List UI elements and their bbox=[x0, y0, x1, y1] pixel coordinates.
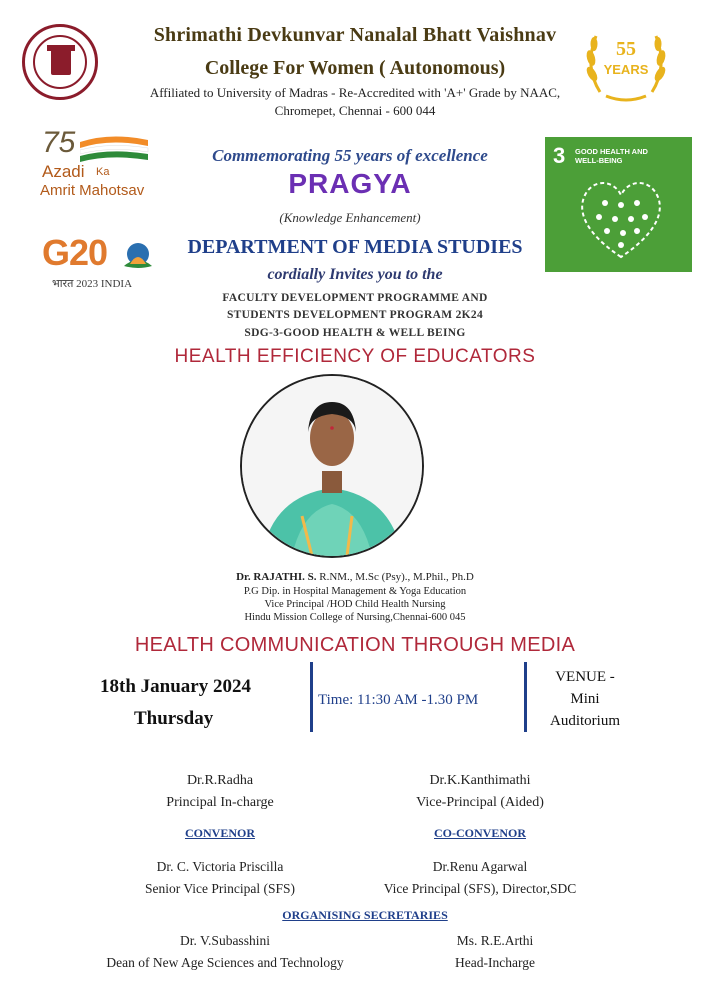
talk-topic: HEALTH COMMUNICATION THROUGH MEDIA bbox=[134, 634, 576, 656]
college-logo bbox=[22, 24, 98, 100]
vice-principal-block bbox=[380, 770, 580, 814]
badge-number: 55 bbox=[616, 38, 636, 60]
amrit-mahotsav-text: Amrit Mahotsav bbox=[40, 182, 145, 199]
convenor-role: Senior Vice Principal (SFS) bbox=[144, 881, 296, 896]
fdp-line: FACULTY DEVELOPMENT PROGRAMME AND bbox=[222, 292, 488, 304]
vice-principal-role: Vice-Principal (Aided) bbox=[416, 795, 544, 810]
speaker-name: Dr. RAJATHI. S. bbox=[236, 571, 317, 583]
divider bbox=[310, 662, 313, 732]
sdg-number: 3 bbox=[553, 143, 566, 168]
event-day: Thursday bbox=[134, 708, 214, 729]
anniversary-badge bbox=[580, 22, 672, 104]
speaker-position: Vice Principal /HOD Child Health Nursing bbox=[264, 599, 446, 610]
affiliation-text: Affiliated to University of Madras - Re-Accredited with 'A+' Grade by NAAC, bbox=[149, 85, 561, 100]
event-name: PRAGYA bbox=[288, 168, 412, 199]
speaker-institution: Hindu Mission College of Nursing,Chennai-600 045 bbox=[244, 612, 466, 623]
venue-line1: Mini bbox=[570, 691, 600, 707]
sdg-title: GOOD HEALTH AND WELL-BEING bbox=[575, 147, 648, 165]
divider bbox=[524, 662, 527, 732]
sdp-line: STUDENTS DEVELOPMENT PROGRAM 2K24 bbox=[226, 309, 483, 321]
venue-line2: Auditorium bbox=[550, 713, 620, 729]
co-convenor-label: CO-CONVENOR bbox=[434, 826, 526, 840]
college-address: Chromepet, Chennai - 600 044 bbox=[274, 103, 436, 118]
badge-years: YEARS bbox=[603, 62, 649, 77]
g20-subtitle: भारत 2023 INDIA bbox=[52, 278, 133, 290]
principal-role: Principal In-charge bbox=[166, 795, 274, 810]
college-name-line2: College For Women ( Autonomous) bbox=[204, 57, 506, 79]
speaker-name-line bbox=[160, 571, 550, 583]
secretary-2-role: Head-Incharge bbox=[455, 955, 535, 970]
speaker-diploma: P.G Dip. in Hospital Management & Yoga Education bbox=[243, 586, 467, 597]
vice-principal-name: Dr.K.Kanthimathi bbox=[429, 773, 531, 788]
event-time: Time: 11:30 AM -1.30 PM bbox=[318, 692, 479, 708]
azadi-75: 75 bbox=[42, 126, 76, 159]
venue-block bbox=[530, 666, 640, 732]
convenor-name: Dr. C. Victoria Priscilla bbox=[156, 859, 284, 874]
secretary-2-block bbox=[400, 930, 590, 974]
speaker-photo bbox=[240, 374, 424, 558]
sdg-line: SDG-3-GOOD HEALTH & WELL BEING bbox=[244, 327, 466, 339]
secretary-1-block bbox=[60, 930, 390, 974]
co-convenor-name: Dr.Renu Agarwal bbox=[432, 859, 528, 874]
co-convenor-block bbox=[355, 856, 605, 900]
azadi-ka: Ka bbox=[96, 166, 110, 178]
organising-secretaries-label: ORGANISING SECRETARIES bbox=[282, 908, 448, 922]
commemorating-text: Commemorating 55 years of excellence bbox=[212, 146, 488, 165]
principal-block bbox=[120, 770, 320, 814]
college-name-line1: Shrimathi Devkunvar Nanalal Bhatt Vaishnav bbox=[153, 24, 557, 46]
secretary-2-name: Ms. R.E.Arthi bbox=[456, 933, 534, 948]
principal-name: Dr.R.Radha bbox=[186, 773, 254, 788]
speaker-qualifications: R.NM., M.Sc (Psy)., M.Phil., Ph.D bbox=[316, 571, 474, 583]
event-theme: HEALTH EFFICIENCY OF EDUCATORS bbox=[174, 346, 536, 367]
secretary-1-role: Dean of New Age Sciences and Technology bbox=[106, 955, 344, 970]
g20-text: G20 bbox=[42, 232, 108, 273]
co-convenor-role: Vice Principal (SFS), Director,SDC bbox=[383, 881, 577, 896]
invitation-line: cordially Invites you to the bbox=[267, 266, 443, 283]
secretary-1-name: Dr. V.Subasshini bbox=[180, 933, 270, 948]
convenor-label: CONVENOR bbox=[184, 826, 255, 840]
event-subtitle: (Knowledge Enhancement) bbox=[279, 210, 421, 225]
speaker-portrait-icon bbox=[242, 376, 422, 556]
azadi-text: Azadi bbox=[42, 162, 85, 181]
convenor-block bbox=[110, 856, 330, 900]
venue-label: VENUE - bbox=[555, 669, 615, 685]
department-name: DEPARTMENT OF MEDIA STUDIES bbox=[187, 236, 523, 258]
event-date: 18th January 2024 bbox=[100, 676, 251, 697]
